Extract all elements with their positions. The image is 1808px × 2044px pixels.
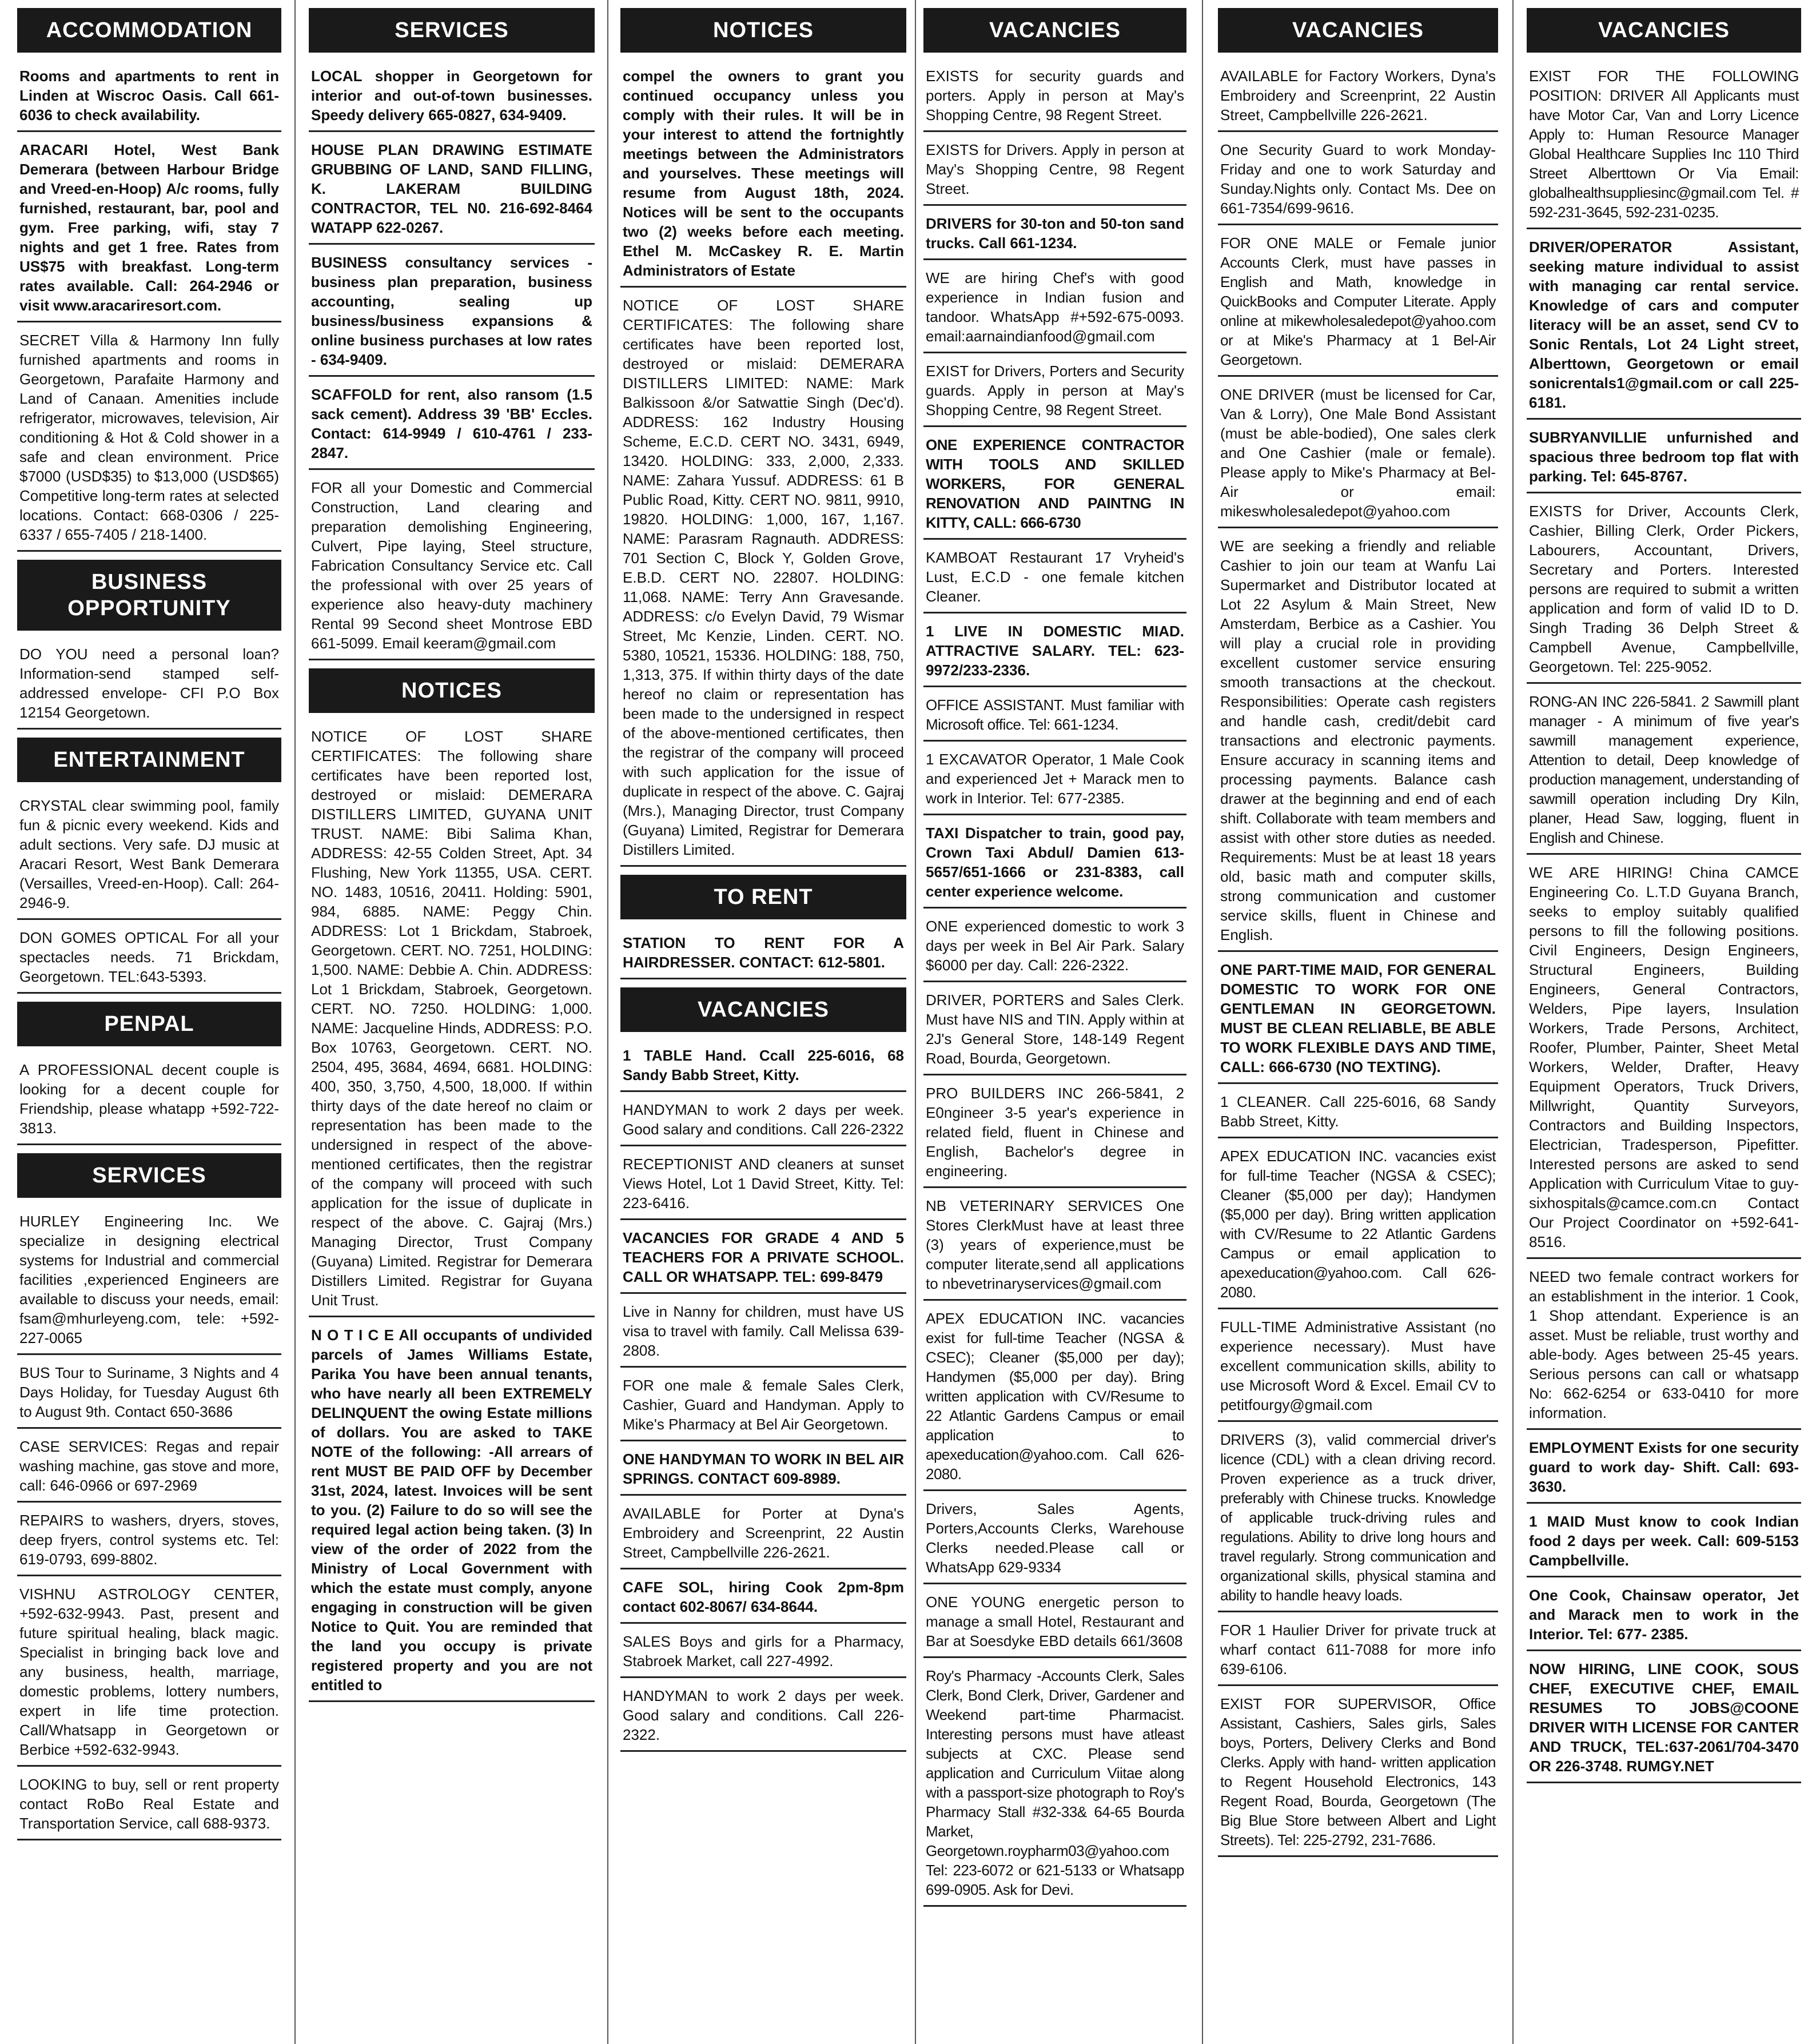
section-header-notices: NOTICES (620, 8, 906, 53)
classified-ad: NB VETERINARY SERVICES One Stores ClerkMust have at least three (3) years of experience,must be computer literate,send all applications to nbevetrinaryservices@gmail.com (923, 1193, 1186, 1301)
column-divider (294, 0, 296, 2044)
column-4 (923, 0, 1186, 2044)
classified-ad: One Security Guard to work Monday-Friday and one to work Saturday and Sunday.Nights only. Contact Ms. Dee on 661-7354/699-9616. (1218, 137, 1498, 225)
classified-ad: ONE YOUNG energetic person to manage a small Hotel, Restaurant and Bar at Soesdyke EBD details 661/3608 (923, 1589, 1186, 1658)
classified-ad: SECRET Villa & Harmony Inn fully furnished apartments and rooms in Georgetown, Parafaite Harmony and Land of Canaan. Amenities include refrigerator, microwaves, television, Air conditioning & Hot & Cold shower in a safe and clean environment. Price $7000 (USD$35) to $13,000 (USD$65) Competitive long-term rates at selected locations. Contact: 668-0306 / 225-6337 / 655-7405 / 218-1400. (17, 327, 281, 552)
section-header-vacancies: VACANCIES (1527, 8, 1801, 53)
classified-ad: N O T I C E All occupants of undivided parcels of James Williams Estate, Parika You have been annual tenants, who have nearly all been EXTREMELY DELINQUENT the owing Estate millions of dollars. You are asked to TAKE NOTE of the following: -All arrears of rent MUST BE PAID OFF by December 31st, 2024, latest. Invoices will be sent to you. (2) Failure to do so will see the required legal action being taken. (3) In view of the order of 2022 from the Ministry of Local Government with which the estate must comply, anyone engaging in construction will be given Notice to Quit. You are reminded that the land you occupy is private registered property and you are not entitled to (309, 1322, 595, 1702)
section-header-business-opportunity: BUSINESS OPPORTUNITY (17, 560, 281, 631)
classified-ad: 1 TABLE Hand. Ccall 225-6016, 68 Sandy Babb Street, Kitty. (620, 1042, 906, 1092)
classified-ad: DRIVER, PORTERS and Sales Clerk. Must have NIS and TIN. Apply within at 2J's General Store, 148-149 Regent Road, Bourda, Georgetown. (923, 987, 1186, 1075)
classified-ad: DO YOU need a personal loan? Information-send stamped self-addressed envelope- CFI P.O Box 12154 Georgetown. (17, 641, 281, 730)
classified-ad: SCAFFOLD for rent, also ransom (1.5 sack cement). Address 39 'BB' Eccles. Contact: 614-9949 / 610-4761 / 233-2847. (309, 381, 595, 470)
classified-ad: compel the owners to grant you continued occupancy unless you comply with their rules. It will be in your interest to attend the fortnightly meetings between the Administrators and yourselves. These meetings will resume from August 18th, 2024. Notices will be sent to the occupants two (2) weeks before each meeting. Ethel M. McCaskey R. E. Martin Administrators of Estate (620, 63, 906, 288)
classified-ad: AVAILABLE for Porter at Dyna's Embroidery and Screenprint, 22 Austin Street, Campbellville 226-2621. (620, 1500, 906, 1569)
section-header-accommodation: ACCOMMODATION (17, 8, 281, 53)
classified-ad: HANDYMAN to work 2 days per week. Good salary and conditions. Call 226-2322 (620, 1097, 906, 1146)
section-header-services: SERVICES (17, 1153, 281, 1198)
classified-ad: Drivers, Sales Agents, Porters,Accounts Clerks, Warehouse Clerks needed.Please call or WhatsApp 629-9334 (923, 1496, 1186, 1584)
classified-ad: DON GOMES OPTICAL For all your spectacles needs. 71 Brickdam, Georgetown. TEL:643-5393. (17, 925, 281, 994)
classified-ad: CAFE SOL, hiring Cook 2pm-8pm contact 602-8067/ 634-8644. (620, 1574, 906, 1624)
classified-ad: Live in Nanny for children, must have US visa to travel with family. Call Melissa 639-2808. (620, 1298, 906, 1368)
classified-ad: HURLEY Engineering Inc. We specialize in designing electrical systems for Industrial and commercial facilities ,experienced Engineers are available to discuss your needs, email: fsam@mhurleyeng.com, tele: +592-227-0065 (17, 1208, 281, 1355)
classified-ad: EXISTS for Driver, Accounts Clerk, Cashier, Billing Clerk, Order Pickers, Labourers, Accountant, Drivers, Secretary and Porters. Interested persons are required to submit a written application and form of valid ID to D. Singh Trading 36 Delph Street & Campbell Avenue, Campbellville, Georgetown. Tel: 225-9052. (1527, 498, 1801, 684)
classified-ad: WE are hiring Chef's with good experience in Indian fusion and tandoor. WhatsApp #+592-675-0093. email:aarnaindianfood@gmail.com (923, 265, 1186, 353)
classified-ad: WE ARE HIRING! China CAMCE Engineering Co. L.T.D Guyana Branch, seeks to employ suitably qualified persons to fill the following positions. Civil Engineers, Design Engineers, Structural Engineers, Building Engineers, General Contractors, Welders, Pipe layers, Insulation Workers, Trade Persons, Architect, Roofer, Plumber, Painter, Sheet Metal Workers, Welder, Drafter, Heavy Equipment Operators, Truck Drivers, Millwright, Quantity Surveyors, Contractors and Building Inspectors, Electrician, Tradesperson, Pipefitter. Interested persons are asked to send Application with Curriculum Vitae to guy-sixhospitals@camce.com.cn Contact Our Project Coordinator on +592-641-8516. (1527, 859, 1801, 1259)
classified-ad: LOCAL shopper in Georgetown for interior and out-of-town businesses. Speedy delivery 665-0827, 634-9409. (309, 63, 595, 132)
classified-ad: STATION TO RENT FOR A HAIRDRESSER. CONTACT: 612-5801. (620, 930, 906, 979)
classified-ad: RONG-AN INC 226-5841. 2 Sawmill plant manager - A minimum of five year's sawmill management experience, Attention to detail, Deep knowledge of production management, understanding of sawmill operation including Dry Kiln, planer, Head Saw, logging, fluent in English and Chinese. (1527, 688, 1801, 855)
classified-ad: DRIVERS (3), valid commercial driver's licence (CDL) with a clean driving record. Proven experience as a truck driver, preferably with Chinese trucks. Knowledge of applicable truck-driving rules and regulations. Ability to drive long hours and travel regularly. Strong communication and organizational skills, physical stamina and ability to handle heavy loads. (1218, 1427, 1498, 1612)
classifieds-page (6, 0, 1808, 2044)
classified-ad: ONE PART-TIME MAID, FOR GENERAL DOMESTIC TO WORK FOR ONE GENTLEMAN IN GEORGETOWN. MUST BE CLEAN RELIABLE, BE ABLE TO WORK FLEXIBLE DAYS AND TIME, CALL: 666-6730 (NO TEXTING). (1218, 957, 1498, 1084)
classified-ad: One Cook, Chainsaw operator, Jet and Marack men to work in the Interior. Tel: 677- 2385. (1527, 1582, 1801, 1651)
classified-ad: WE are seeking a friendly and reliable Cashier to join our team at Wanfu Lai Supermarket and Distributor located at Lot 22 Asylum & Main Street, New Amsterdam, Berbice as a Cashier. You will play a crucial role in providing excellent customer service ensuring smooth transactions at the checkout. Responsibilities: Operate cash registers and handle cash, credit/debit card transactions and electronic payments. Ensure accuracy in scanning items and processing payments. Balance cash drawer at the beginning and end of each shift. Collaborate with team members and assist with other store duties as needed. Requirements: Must be at least 18 years old, basic math and computer skills, strong communication and customer service skills, fluent in Chinese and English. (1218, 533, 1498, 952)
section-header-services: SERVICES (309, 8, 595, 53)
classified-ad: NEED two female contract workers for an establishment in the interior. 1 Cook, 1 Shop attendant. Experience is an asset. Must be reliable, trust worthy and able-body. Ages between 25-45 years. Serious persons can call or whatsapp No: 662-6254 or 633-0410 for more information. (1527, 1264, 1801, 1430)
classified-ad: EXISTS for Drivers. Apply in person at May's Shopping Centre, 98 Regent Street. (923, 137, 1186, 206)
section-header-to-rent: TO RENT (620, 875, 906, 919)
column-5 (1218, 0, 1498, 2044)
column-2 (309, 0, 595, 2044)
column-3 (620, 0, 906, 2044)
classified-ad: NOTICE OF LOST SHARE CERTIFICATES: The following share certificates have been reported lost, destroyed or mislaid: DEMERARA DISTILLERS LIMITED: NAME: Mark Balkissoon &/or Satwattie Singh (Dec'd). ADDRESS: 162 Industry Housing Scheme, E.C.D. CERT NO. 3431, 6949, 13420. HOLDING: 333, 2,000, 2,333. NAME: Zahara Yussuf. ADDRESS: 61 B Public Road, Kitty. CERT NO. 9811, 9910, 19820. HOLDING: 1,000, 167, 1,167. NAME: Parasram Ragnauth. ADDRESS: 701 Section C, Block Y, Golden Grove, E.B.D. CERT NO. 22807. HOLDING: 11,068. NAME: Terry Ann Gravesande. ADDRESS: c/o Evelyn David, 79 Wismar Street, Mc Kenzie, Linden. CERT. NO. 5380, 10521, 15336. HOLDING: 188, 750, 1,313, 375. If within thirty days of the date hereof no claim or representation has been made to the undersigned in respect of the above-mentioned certificates, then the registrar of the company will proceed with such application for the issue of duplicate in respect of the above. C. Gajraj (Mrs.), Managing Director, trust Company (Guyana) Limited, Registrar for Demerara Distillers Limited. (620, 292, 906, 867)
classified-ad: DRIVERS for 30-ton and 50-ton sand trucks. Call 661-1234. (923, 210, 1186, 260)
classified-ad: OFFICE ASSISTANT. Must familiar with Microsoft office. Tel: 661-1234. (923, 692, 1186, 742)
section-header-entertainment: ENTERTAINMENT (17, 738, 281, 782)
classified-ad: VACANCIES FOR GRADE 4 AND 5 TEACHERS FOR A PRIVATE SCHOOL. CALL OR WHATSAPP. TEL: 699-8479 (620, 1225, 906, 1294)
column-divider (607, 0, 608, 2044)
classified-ad: NOW HIRING, LINE COOK, SOUS CHEF, EXECUTIVE CHEF, EMAIL RESUMES TO JOBS@COONE DRIVER WITH LICENSE FOR CANTER AND TRUCK, TEL:637-2061/704-3470 OR 226-3748. RUMGY.NET (1527, 1656, 1801, 1783)
classified-ad: Rooms and apartments to rent in Linden at Wiscroc Oasis. Call 661-6036 to check availability. (17, 63, 281, 132)
classified-ad: CRYSTAL clear swimming pool, family fun & picnic every weekend. Kids and adult sections. Very safe. DJ music at Aracari Resort, West Bank Demerara (Versailles, Vreed-en-Hoop). Call: 264-2946-9. (17, 792, 281, 920)
classified-ad: HOUSE PLAN DRAWING ESTIMATE GRUBBING OF LAND, SAND FILLING, K. LAKERAM BUILDING CONTRACTOR, TEL N0. 216-692-8464 WATAPP 622-0267. (309, 137, 595, 245)
classified-ad: LOOKING to buy, sell or rent property contact RoBo Real Estate and Transportation Service, call 688-9373. (17, 1771, 281, 1840)
classified-ad: 1 EXCAVATOR Operator, 1 Male Cook and experienced Jet + Marack men to work in Interior. Tel: 677-2385. (923, 746, 1186, 815)
classified-ad: EXIST for Drivers, Porters and Security guards. Apply in person at May's Shopping Centre, 98 Regent Street. (923, 358, 1186, 427)
column-6 (1527, 0, 1801, 2044)
column-divider (1202, 0, 1203, 2044)
classified-ad: FOR one male & female Sales Clerk, Cashier, Guard and Handyman. Apply to Mike's Pharmacy at Bel Air Georgetown. (620, 1372, 906, 1441)
classified-ad: ARACARI Hotel, West Bank Demerara (between Harbour Bridge and Vreed-en-Hoop) A/c rooms, fully furnished, restaurant, bar, pool and gym. Free parking, wifi, stay 7 nights and get 1 free. Rates from US$75 with breakfast. Long-term rates available. Call: 264-2946 or visit www.aracariresort.com. (17, 137, 281, 322)
classified-ad: 1 CLEANER. Call 225-6016, 68 Sandy Babb Street, Kitty. (1218, 1089, 1498, 1138)
classified-ad: NOTICE OF LOST SHARE CERTIFICATES: The following share certificates have been reported lost, destroyed or mislaid: DEMERARA DISTILLERS LIMITED, GUYANA UNIT TRUST. NAME: Bibi Salima Khan, ADDRESS: 42-55 Colden Street, Apt. 34 Flushing, New York 11355, USA. CERT. NO. 1483, 10516, 20411. Holding: 5901, 984, 6885. NAME: Peggy Chin. ADDRESS: Lot 1 Brickdam, Stabroek, Georgetown. CERT. NO. 7251, HOLDING: 1,500. NAME: Debbie A. Chin. ADDRESS: Lot 1 Brickdam, Stabroek, Georgetown. CERT. NO. 7250. HOLDING: 1,000. NAME: Jacqueline Hinds, ADDRESS: P.O. Box 10763, Georgetown. CERT. NO. 2504, 495, 3684, 4694, 6681. HOLDING: 400, 350, 3,750, 4,500, 18,000. If within thirty days of the date hereof no claim or representation has been made to the undersigned in respect of the above-mentioned certificates, then the registrar of the company will proceed with such application for the issue of duplicate in respect of the above. C. Gajraj (Mrs.) Managing Director, Trust Company (Guyana) Limited. Registrar for Demerara Distillers Limited. Registrar for Guyana Unit Trust. (309, 723, 595, 1317)
classified-ad: FOR 1 Haulier Driver for private truck at wharf contact 611-7088 for more info 639-6106. (1218, 1617, 1498, 1686)
classified-ad: EXISTS for security guards and porters. Apply in person at May's Shopping Centre, 98 Regent Street. (923, 63, 1186, 132)
classified-ad: APEX EDUCATION INC. vacancies exist for full-time Teacher (NGSA & CSEC); Cleaner ($5,000 per day); Handymen ($5,000 per day). Bring written application with CV/Resume to 22 Atlantic Gardens Campus or email application to apexeducation@yahoo.com. Call 626-2080. (1218, 1143, 1498, 1309)
classified-ad: ONE experienced domestic to work 3 days per week in Bel Air Park. Salary $6000 per day. Call: 226-2322. (923, 913, 1186, 982)
classified-ad: BUS Tour to Suriname, 3 Nights and 4 Days Holiday, for Tuesday August 6th to August 9th. Contact 650-3686 (17, 1360, 281, 1429)
classified-ad: AVAILABLE for Factory Workers, Dyna's Embroidery and Screenprint, 22 Austin Street, Campbellville 226-2621. (1218, 63, 1498, 132)
classified-ad: BUSINESS consultancy services - business plan preparation, business accounting, sealing up business/business expansions & online business purchases at low rates - 634-9409. (309, 249, 595, 377)
classified-ad: A PROFESSIONAL decent couple is looking for a decent couple for Friendship, please whatapp +592-722-3813. (17, 1057, 281, 1145)
classified-ad: VISHNU ASTROLOGY CENTER, +592-632-9943. Past, present and future spiritual healing, black magic. Specialist in bringing back love and any business, health, marriage, domestic problems, lottery numbers, expert in life time protection. Call/Whatsapp in Georgetown or Berbice +592-632-9943. (17, 1581, 281, 1767)
classified-ad: EXIST FOR THE FOLLOWING POSITION: DRIVER All Applicants must have Motor Car, Van and Lorry Licence Apply to: Human Resource Manager Global Healthcare Supplies Inc 110 Third Street Alberttown Or Via Email: globalhealthsuppliesinc@gmail.com Tel. # 592-231-3645, 592-231-0235. (1527, 63, 1801, 229)
classified-ad: ONE DRIVER (must be licensed for Car, Van & Lorry), One Male Bond Assistant (must be able-bodied), One sales clerk and One Cashier (male or female). Please apply to Mike's Pharmacy at Bel-Air or email: mikeswholesaledepot@yahoo.com (1218, 381, 1498, 528)
column-divider (1512, 0, 1514, 2044)
classified-ad: KAMBOAT Restaurant 17 Vryheid's Lust, E.C.D - one female kitchen Cleaner. (923, 544, 1186, 613)
classified-ad: ONE EXPERIENCE CONTRACTOR WITH TOOLS AND SKILLED WORKERS, FOR GENERAL RENOVATION AND PAINTNG IN KITTY, CALL: 666-6730 (923, 432, 1186, 540)
classified-ad: DRIVER/OPERATOR Assistant, seeking mature individual to assist with managing car rental service. Knowledge of cars and computer literacy will be an asset, send CV to Sonic Rentals, Lot 24 Light street, Alberttown, Georgetown or email sonicrentals1@gmail.com or call 225-6181. (1527, 234, 1801, 420)
classified-ad: PRO BUILDERS INC 266-5841, 2 E0ngineer 3-5 year's experience in related field, fluent in Chinese and English, Bachelor's degree in engineering. (923, 1080, 1186, 1188)
classified-ad: TAXI Dispatcher to train, good pay, Crown Taxi Abdul/ Damien 613-5657/651-1666 or 231-8383, call center experience welcome. (923, 820, 1186, 909)
classified-ad: HANDYMAN to work 2 days per week. Good salary and conditions. Call 226-2322. (620, 1683, 906, 1752)
classified-ad: SUBRYANVILLIE unfurnished and spacious three bedroom top flat with parking. Tel: 645-8767. (1527, 424, 1801, 493)
classified-ad: EXIST FOR SUPERVISOR, Office Assistant, Cashiers, Sales girls, Sales boys, Porters, Delivery Clerks and Bond Clerks. Apply with hand- written application to Regent Household Electronics, 143 Regent Road, Bourda, Georgetown (The Big Blue Store between Albert and Light Streets). Tel: 225-2792, 231-7686. (1218, 1691, 1498, 1857)
section-header-vacancies: VACANCIES (620, 987, 906, 1032)
classified-ad: 1 MAID Must know to cook Indian food 2 days per week. Call: 609-5153 Campbellville. (1527, 1508, 1801, 1577)
classified-ad: RECEPTIONIST AND cleaners at sunset Views Hotel, Lot 1 David Street, Kitty. Tel: 223-6416. (620, 1151, 906, 1220)
classified-ad: EMPLOYMENT Exists for one security guard to work day- Shift. Call: 693-3630. (1527, 1435, 1801, 1504)
section-header-notices: NOTICES (309, 668, 595, 713)
section-header-vacancies: VACANCIES (1218, 8, 1498, 53)
classified-ad: CASE SERVICES: Regas and repair washing machine, gas stove and more, call: 646-0966 or 697-2969 (17, 1433, 281, 1503)
classified-ad: ONE HANDYMAN TO WORK IN BEL AIR SPRINGS. CONTACT 609-8989. (620, 1446, 906, 1496)
column-1 (17, 0, 281, 2044)
classified-ad: REPAIRS to washers, dryers, stoves, deep fryers, control systems etc. Tel: 619-0793, 699-8802. (17, 1507, 281, 1576)
classified-ad: SALES Boys and girls for a Pharmacy, Stabroek Market, call 227-4992. (620, 1628, 906, 1678)
classified-ad: FOR all your Domestic and Commercial Construction, Land clearing and preparation demolishing Engineering, Culvert, Pipe laying, Steel structure, Fabrication Consultancy Service etc. Call the professional with over 25 years of experience also heavy-duty machinery Rental 99 Second sheet Montrose EBD 661-5099. Email keeram@gmail.com (309, 475, 595, 660)
classified-ad: 1 LIVE IN DOMESTIC MIAD. ATTRACTIVE SALARY. TEL: 623-9972/233-2336. (923, 618, 1186, 687)
classified-ad: FOR ONE MALE or Female junior Accounts Clerk, must have passes in English and Math, knowledge in QuickBooks and Computer Literate. Apply online at mikewholesaledepot@yahoo.com or at Mike's Pharmacy at 1 Bel-Air Georgetown. (1218, 230, 1498, 377)
column-divider (915, 0, 916, 2044)
section-header-vacancies: VACANCIES (923, 8, 1186, 53)
classified-ad: APEX EDUCATION INC. vacancies exist for full-time Teacher (NGSA & CSEC); Cleaner ($5,000 per day); Handymen ($5,000 per day). Bring written application with CV/Resume to 22 Atlantic Gardens Campus or email application to apexeducation@yahoo.com. Call 626-2080. (923, 1305, 1186, 1491)
classified-ad: Roy's Pharmacy -Accounts Clerk, Sales Clerk, Bond Clerk, Driver, Gardener and Weekend part-time Pharmacist. Interesting persons must have atleast subjects at CXC. Please send application and Curriculum Viitae along with a passport-size photograph to Roy's Pharmacy Stall #32-33& 64-65 Bourda Market, Georgetown.roypharm03@yahoo.com Tel: 223-6072 or 621-5133 or Whatsapp 699-0905. Ask for Devi. (923, 1663, 1186, 1907)
classified-ad: FULL-TIME Administrative Assistant (no experience necessary). Must have excellent communication skills, ability to use Microsoft Word & Excel. Email CV to petitfourgy@gmail.com (1218, 1314, 1498, 1422)
section-header-penpal: PENPAL (17, 1002, 281, 1046)
